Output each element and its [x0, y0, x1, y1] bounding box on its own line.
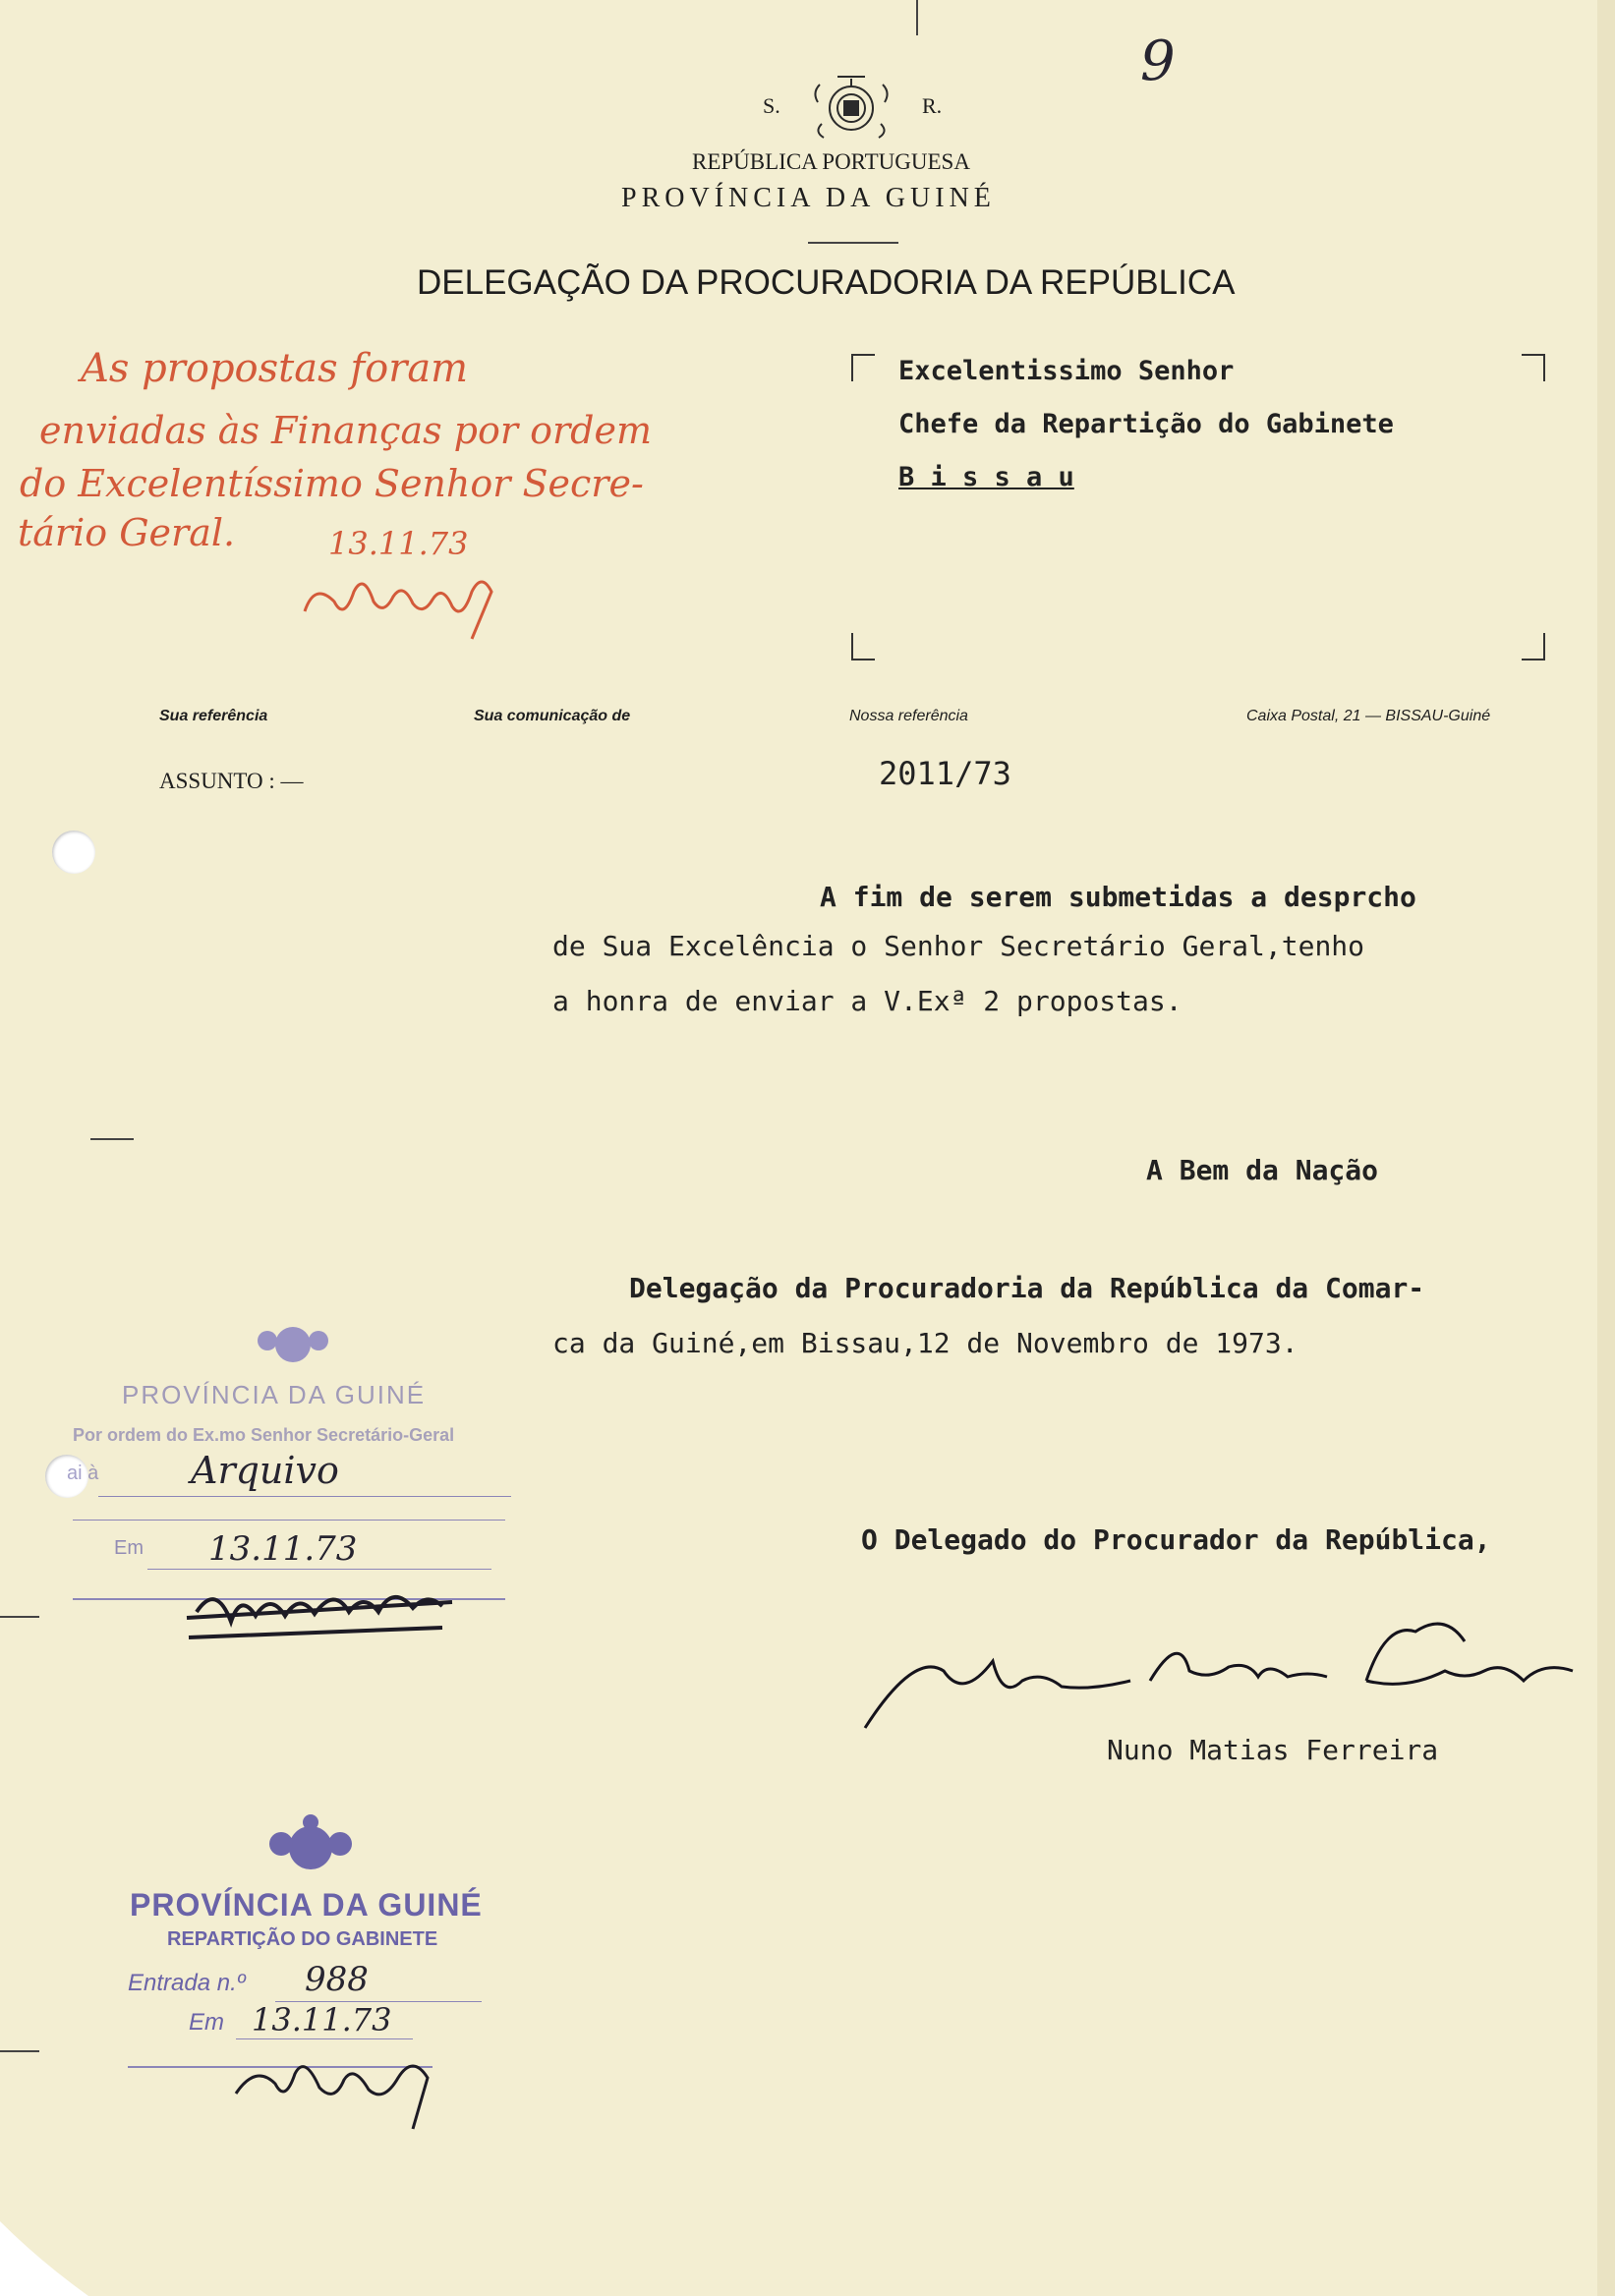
- handwritten-note-line-2: enviadas às Finanças por ordem: [39, 409, 653, 452]
- handwritten-note-line-3: do Excelentíssimo Senhor Secre-: [20, 462, 644, 505]
- place-date-line-1: Delegação da Procuradoria da República da Comar-: [629, 1272, 1425, 1304]
- sua-referencia-label: Sua referência: [159, 708, 268, 724]
- stamp1-field-line: [98, 1496, 511, 1497]
- scan-edge-strip: [1597, 0, 1615, 2296]
- addressee-line-3: B i s s a u: [898, 462, 1074, 492]
- address-corner-bl: [851, 633, 875, 660]
- addressee-line-1: Excelentissimo Senhor: [898, 356, 1235, 386]
- stamp2-initials: [226, 2044, 462, 2133]
- stamp1-date-value: 13.11.73: [208, 1529, 358, 1569]
- stamp1-field-label: ai à: [67, 1463, 99, 1484]
- stamp2-date-line: [236, 2038, 413, 2039]
- body-line-3: a honra de enviar a V.Exª 2 propostas.: [552, 985, 1182, 1017]
- stamp2-entry-value: 988: [305, 1960, 369, 1999]
- office-heading: DELEGAÇÃO DA PROCURADORIA DA REPÚBLICA: [417, 263, 1236, 302]
- handwritten-note-line-4: tário Geral.: [18, 511, 236, 554]
- signatory-signature: [855, 1612, 1583, 1740]
- body-line-1: A fim de serem submetidas a desprcho: [820, 881, 1416, 913]
- caixa-postal-label: Caixa Postal, 21 — BISSAU-Guiné: [1246, 708, 1491, 724]
- fold-mark-left: [90, 1138, 134, 1140]
- header-left-letter: S.: [763, 93, 780, 118]
- address-corner-br: [1522, 633, 1545, 660]
- stamp2-date-value: 13.11.73: [252, 2001, 392, 2038]
- stamp1-date-line: [147, 1569, 491, 1570]
- header-divider: [808, 242, 898, 244]
- edge-mark-1: [0, 1616, 39, 1618]
- closing-salutation: A Bem da Nação: [1146, 1154, 1379, 1186]
- header-right-letter: R.: [922, 93, 943, 118]
- stamp1-subtitle: Por ordem do Ex.mo Senhor Secretário-Geral: [73, 1425, 455, 1445]
- republic-heading: REPÚBLICA PORTUGUESA: [692, 149, 970, 174]
- coat-of-arms-icon: [808, 73, 894, 144]
- assunto-label: ASSUNTO : —: [159, 769, 304, 793]
- address-corner-tr: [1522, 354, 1545, 381]
- reference-number: 2011/73: [879, 755, 1011, 792]
- torn-corner: [0, 2221, 88, 2296]
- page-number: 9: [1140, 29, 1176, 93]
- body-line-2: de Sua Excelência o Senhor Secretário Geral,tenho: [552, 930, 1365, 962]
- top-edge-mark: [916, 0, 918, 35]
- addressee-line-2: Chefe da Repartição do Gabinete: [898, 409, 1394, 439]
- signatory-title: O Delegado do Procurador da República,: [861, 1523, 1491, 1556]
- stamp1-emblem-icon: [246, 1315, 340, 1374]
- address-corner-tl: [851, 354, 875, 381]
- stamp2-title: PROVÍNCIA DA GUINÉ: [130, 1887, 483, 1923]
- stamp2-entry-label: Entrada n.º: [128, 1970, 246, 1996]
- stamp2-subtitle: REPARTIÇÃO DO GABINETE: [167, 1928, 438, 1950]
- handwritten-note-date: 13.11.73: [328, 525, 469, 562]
- punch-hole-upper: [52, 831, 95, 874]
- stamp2-date-label: Em: [189, 2009, 224, 2036]
- province-heading: PROVÍNCIA DA GUINÉ: [621, 183, 996, 213]
- signatory-name: Nuno Matias Ferreira: [1107, 1734, 1439, 1766]
- stamp1-title: PROVÍNCIA DA GUINÉ: [122, 1380, 427, 1409]
- stamp1-date-label: Em: [114, 1537, 144, 1559]
- handwritten-note-line-1: As propostas foram: [81, 346, 469, 391]
- handwritten-note-initials: [295, 562, 511, 641]
- stamp1-sep-line: [73, 1520, 505, 1521]
- stamp1-signature: [177, 1573, 472, 1651]
- place-date-line-2: ca da Guiné,em Bissau,12 de Novembro de 1973.: [552, 1327, 1298, 1359]
- edge-mark-2: [0, 2050, 39, 2052]
- stamp1-field-value: Arquivo: [191, 1449, 339, 1492]
- stamp2-emblem-icon: [261, 1814, 360, 1881]
- nossa-referencia-label: Nossa referência: [849, 708, 968, 724]
- sua-comunicacao-label: Sua comunicação de: [474, 708, 631, 724]
